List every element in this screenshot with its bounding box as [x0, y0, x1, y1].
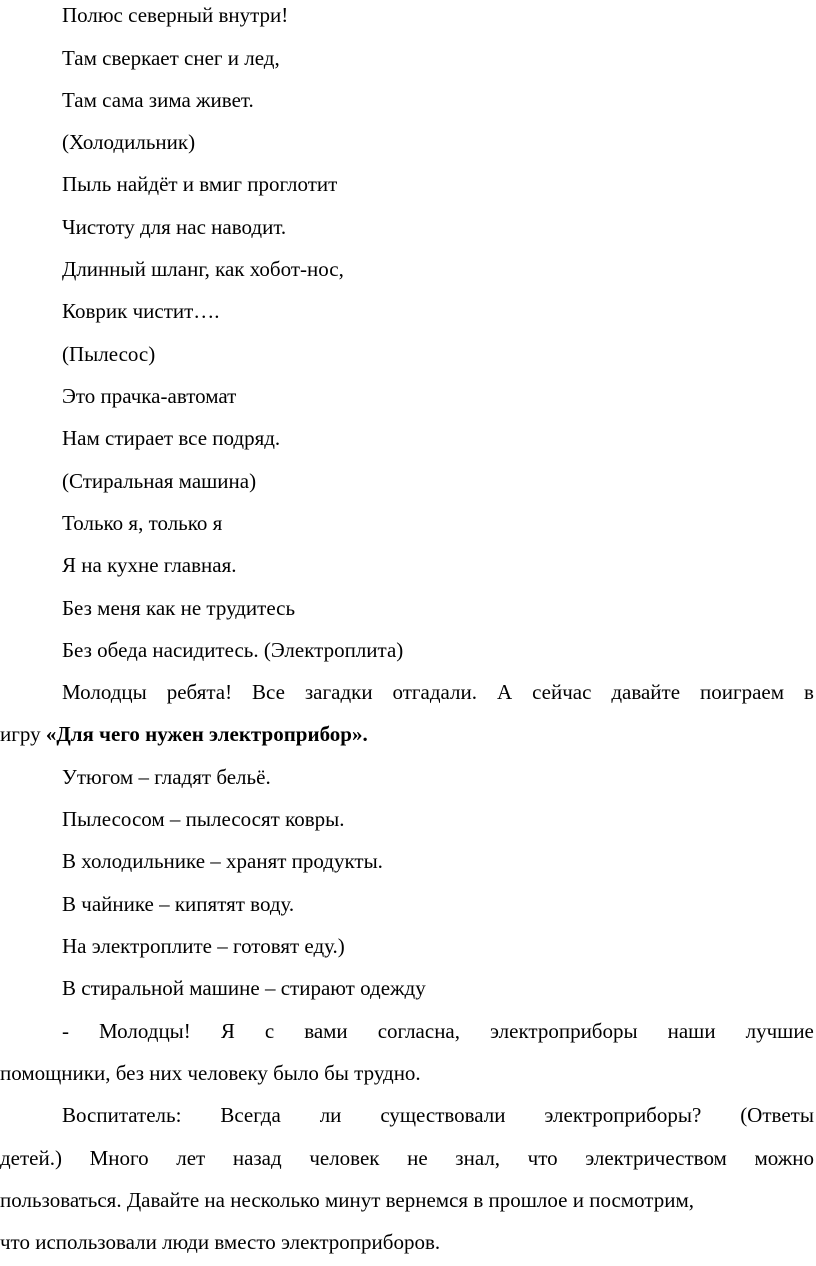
word: Воспитатель: — [62, 1103, 182, 1127]
word: ли — [319, 1103, 342, 1127]
verse-line: Коврик чистит…. — [62, 299, 220, 323]
verse-answer: (Стиральная машина) — [62, 469, 257, 493]
word: давайте — [611, 680, 681, 704]
game-intro-line2 — [0, 721, 368, 747]
verse-line: Полюс северный внутри! — [62, 3, 289, 27]
word: Я — [220, 1019, 235, 1043]
word: в — [803, 680, 814, 704]
word: не — [407, 1146, 428, 1170]
word: загадки — [304, 680, 373, 704]
answer-line: В чайнике – кипятят воду. — [62, 892, 295, 916]
word: можно — [754, 1146, 814, 1170]
word: лучшие — [745, 1019, 814, 1043]
answer-line: В холодильнике – хранят продукты. — [62, 849, 383, 873]
verse-line: Там сама зима живет. — [62, 88, 254, 112]
word: детей.) — [0, 1146, 62, 1170]
agree-line1 — [62, 1018, 814, 1044]
verse-line: Я на кухне главная. — [62, 553, 237, 577]
word: вами — [304, 1019, 348, 1043]
answer-line: Пылесосом – пылесосят ковры. — [62, 807, 345, 831]
answer-line: В стиральной машине – стирают одежду — [62, 976, 426, 1000]
teacher-line1 — [62, 1102, 814, 1128]
verse-answer: (Пылесос) — [62, 342, 156, 366]
word: наши — [667, 1019, 716, 1043]
game-title: «Для чего нужен электроприбор». — [45, 722, 368, 746]
teacher-line4: что использовали люди вместо электроприборов. — [0, 1230, 441, 1254]
word: Все — [252, 680, 285, 704]
word: А — [496, 680, 513, 704]
word: сейчас — [532, 680, 592, 704]
teacher-line3: пользоваться. Давайте на несколько минут вернемся в прошлое и посмотрим, — [0, 1188, 695, 1212]
word: поиграем — [699, 680, 785, 704]
verse-answer: (Холодильник) — [62, 130, 196, 154]
word: электроприборы — [490, 1019, 638, 1043]
answer-line: На электроплите – готовят еду.) — [62, 934, 345, 958]
word: отгадали. — [392, 680, 478, 704]
word: согласна, — [377, 1019, 461, 1043]
verse-line: Это прачка-автомат — [62, 384, 237, 408]
word: что — [527, 1146, 558, 1170]
word: лет — [176, 1146, 206, 1170]
word: с — [264, 1019, 275, 1043]
verse-line: Без меня как не трудитесь — [62, 596, 296, 620]
answer-line: Утюгом – гладят бельё. — [62, 765, 271, 789]
word: (Ответы — [740, 1103, 814, 1127]
game-intro-line1 — [62, 679, 814, 705]
verse-line: Длинный шланг, как хобот-нос, — [62, 257, 344, 281]
word: Много — [89, 1146, 149, 1170]
word: электричеством — [585, 1146, 727, 1170]
word: - — [62, 1019, 69, 1043]
teacher-line2 — [0, 1145, 814, 1171]
word: существовали — [380, 1103, 506, 1127]
verse-line: Без обеда насидитесь. (Электроплита) — [62, 638, 404, 662]
word: назад — [232, 1146, 282, 1170]
word: Всегда — [220, 1103, 281, 1127]
word: ребята! — [166, 680, 233, 704]
verse-line: Там сверкает снег и лед, — [62, 46, 280, 70]
verse-line: Нам стирает все подряд. — [62, 426, 281, 450]
word: знал, — [455, 1146, 501, 1170]
agree-line2: помощники, без них человеку было бы трудно. — [0, 1061, 421, 1085]
verse-line: Только я, только я — [62, 511, 223, 535]
game-intro-prefix: игру — [0, 722, 46, 746]
word: Молодцы! — [99, 1019, 191, 1043]
word: электроприборы? — [544, 1103, 702, 1127]
word: Молодцы — [62, 680, 147, 704]
verse-line: Пыль найдёт и вмиг проглотит — [62, 172, 338, 196]
verse-line: Чистоту для нас наводит. — [62, 215, 287, 239]
word: человек — [309, 1146, 380, 1170]
